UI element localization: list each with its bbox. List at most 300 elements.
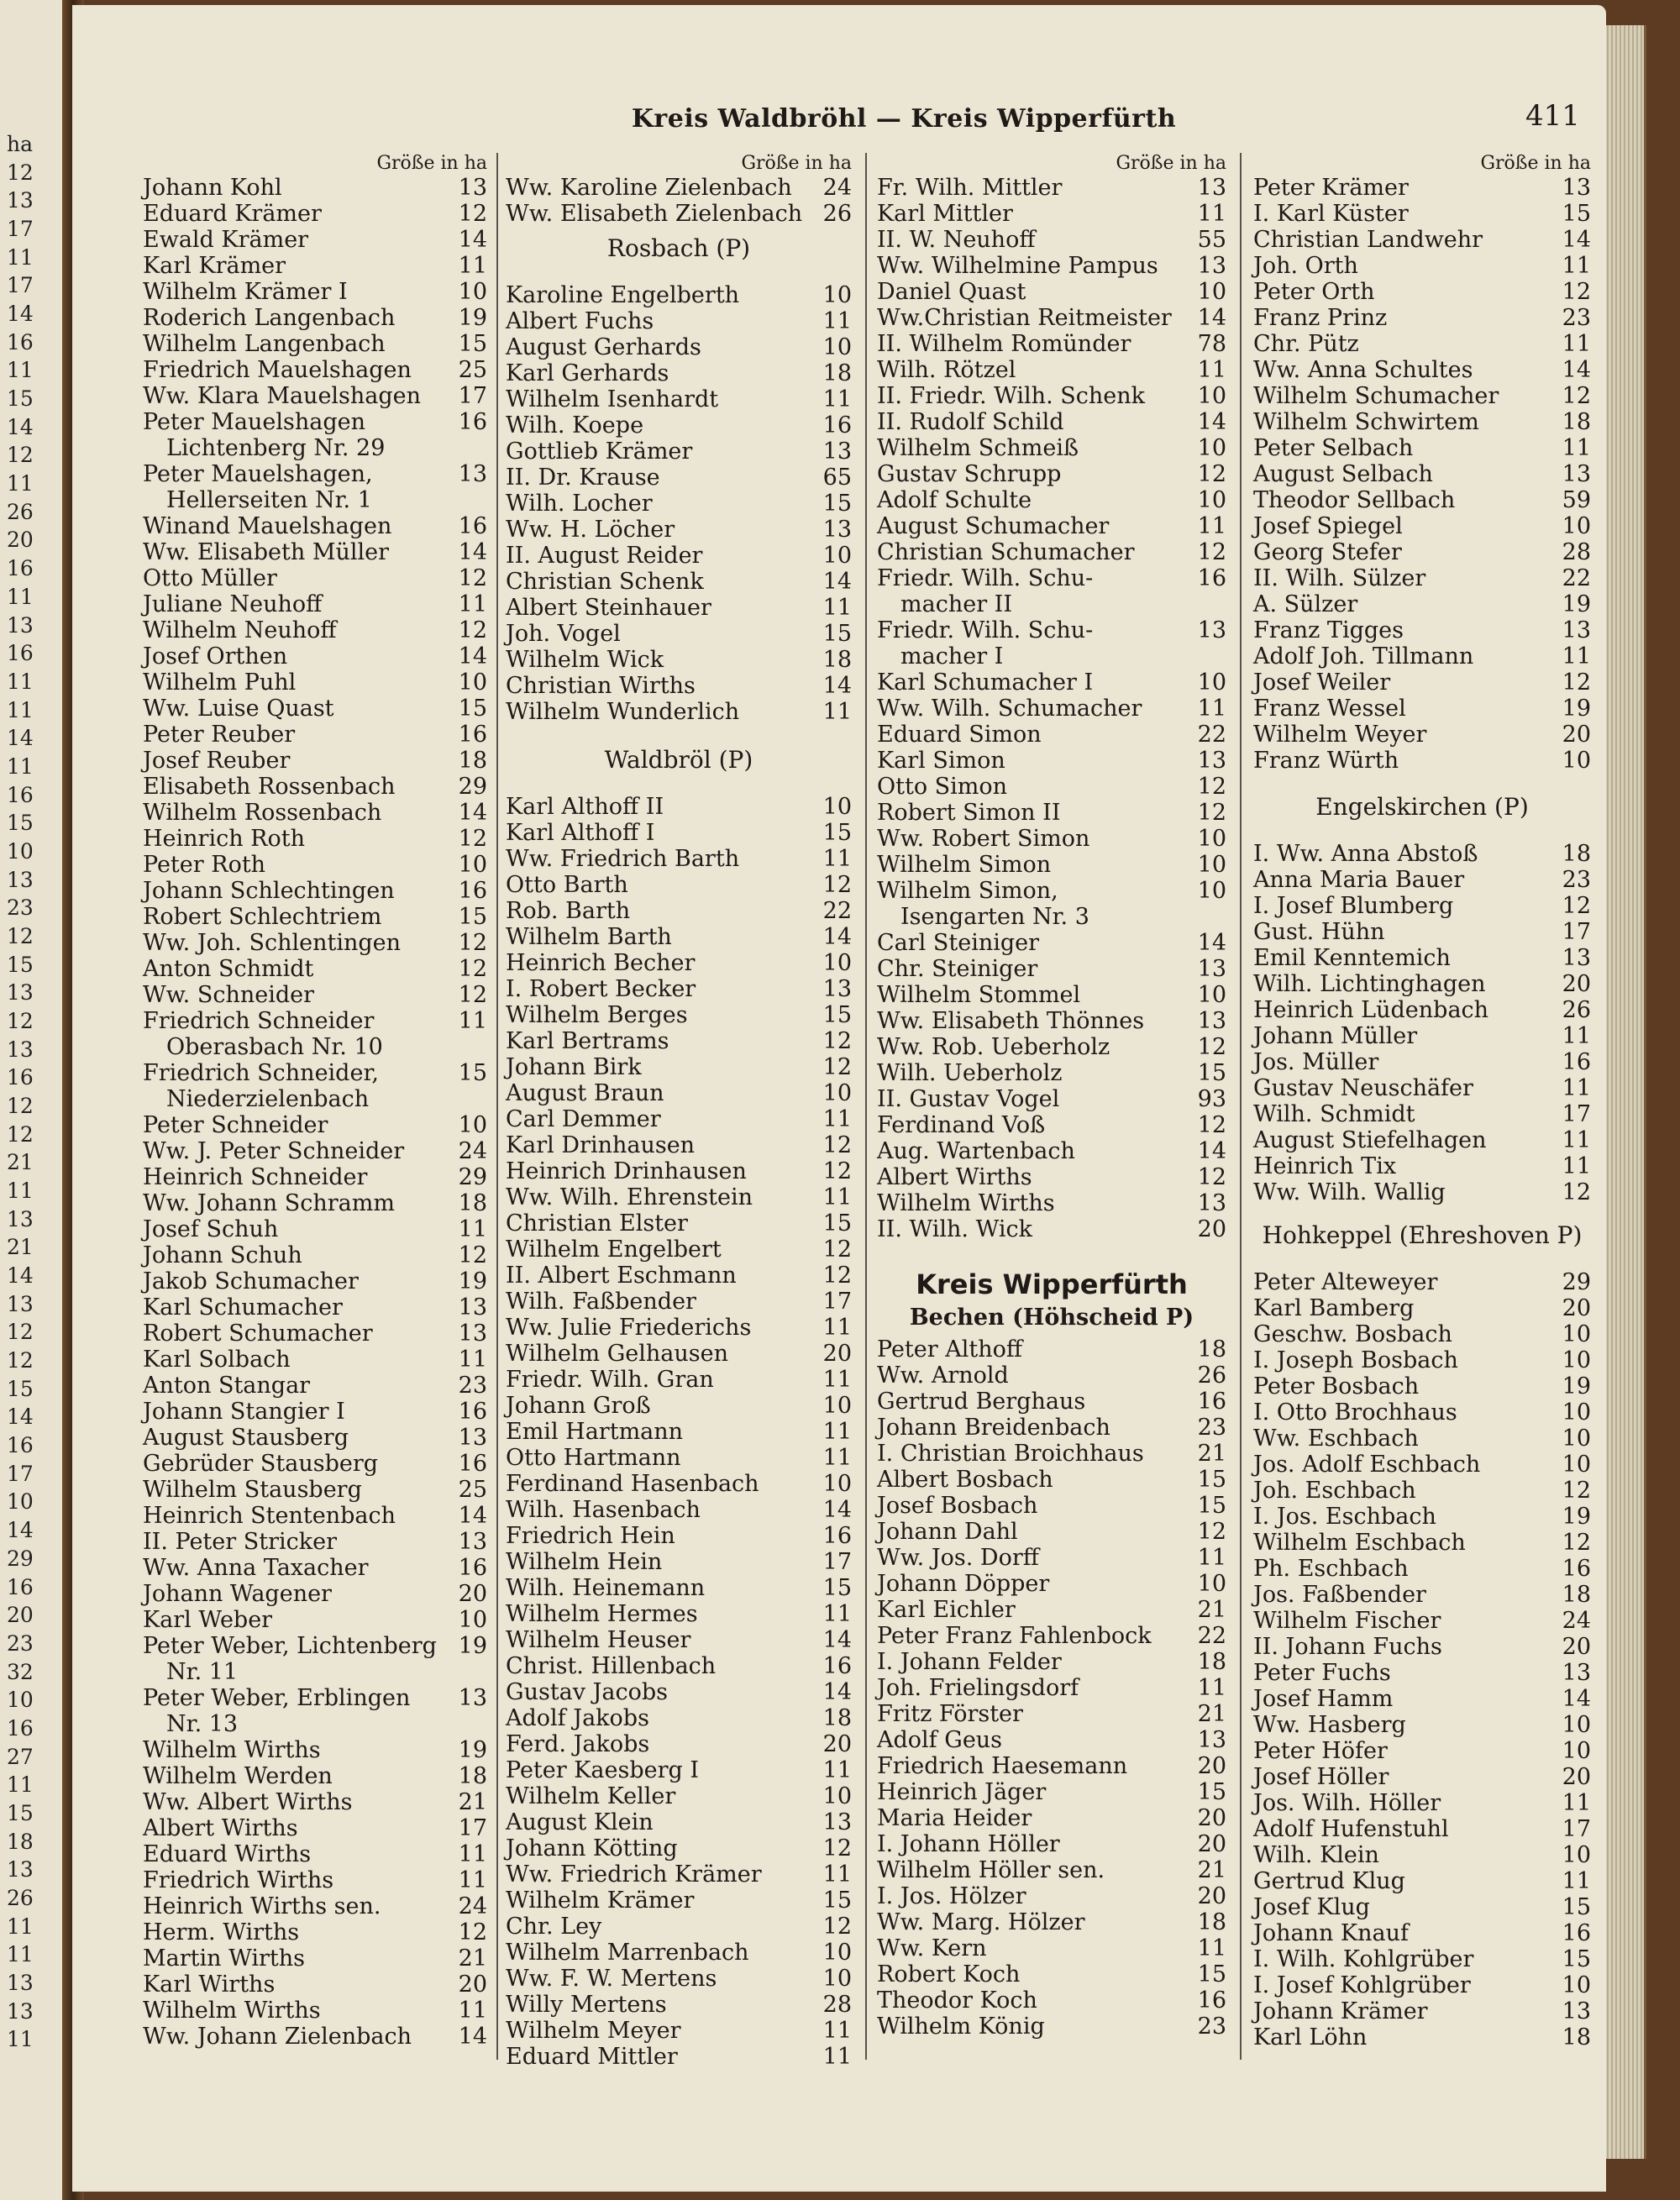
entry-value: 10 [1197, 826, 1226, 852]
entry-name: Adolf Schulte [877, 487, 1032, 513]
list-item [506, 1914, 852, 1940]
entry-value: 10 [822, 543, 852, 569]
entry-name: Wilhelm Puhl [143, 669, 297, 696]
list-item [143, 1503, 487, 1529]
list-item [1253, 409, 1591, 435]
entry-name: Wilhelm König [877, 2014, 1045, 2040]
list-item [1253, 1998, 1591, 2024]
entry-name: Ww. Arnold [877, 1363, 1009, 1389]
list-item [877, 487, 1226, 513]
entry-name: Christian Schumacher [877, 539, 1135, 565]
list-item [1253, 748, 1591, 774]
entry-name: Karl Mittler [877, 201, 1013, 227]
entry-name: Jos. Adolf Eschbach [1253, 1452, 1481, 1478]
list-item [1253, 867, 1591, 893]
previous-page-value: 26 [7, 499, 34, 524]
entry-value: 12 [822, 1054, 852, 1080]
entry-name: Jos. Wilh. Höller [1253, 1790, 1441, 1816]
previous-page-value: 13 [7, 1206, 34, 1231]
list-item [877, 1649, 1226, 1675]
entry-name: Karl Krämer [143, 253, 286, 279]
entry-value: 12 [1562, 893, 1591, 919]
list-item [143, 1477, 487, 1503]
previous-page-value: 17 [7, 273, 34, 298]
entry-value: 13 [1197, 1008, 1226, 1034]
list-item [877, 696, 1226, 722]
entry-name: Karoline Engelberth [506, 282, 740, 308]
entry-name: Carl Steiniger [877, 930, 1040, 956]
entry-value: 11 [1562, 1153, 1591, 1179]
entry-name: I. Wilh. Kohlgrüber [1253, 1946, 1474, 1972]
entry-name: Friedrich Hein [506, 1523, 675, 1549]
entry-list [506, 175, 852, 227]
previous-page-value: 14 [7, 302, 34, 327]
entry-value: 20 [458, 1581, 487, 1607]
entry-name: Georg Stefer [1253, 539, 1402, 565]
list-item [1253, 383, 1591, 409]
entry-value: 12 [1197, 1164, 1226, 1190]
entry-name: Karl Simon [877, 748, 1005, 774]
list-item [1253, 1608, 1591, 1634]
previous-page-value: 27 [7, 1744, 34, 1769]
entry-value: 20 [1562, 1634, 1591, 1660]
entry-name: Wilhelm Langenbach [143, 331, 386, 357]
entry-value: 11 [822, 2018, 852, 2044]
entry-name: Ewald Krämer [143, 227, 309, 253]
list-item [143, 1216, 487, 1242]
entry-value: 13 [822, 438, 852, 465]
list-item [877, 175, 1226, 201]
list-item [877, 1831, 1226, 1857]
list-item [877, 227, 1226, 253]
list-item [143, 1242, 487, 1268]
list-item [1253, 1399, 1591, 1426]
list-item [506, 386, 852, 412]
previous-page-value: 16 [7, 1574, 34, 1599]
entry-name: August Klein [506, 1809, 654, 1835]
entry-name: macher I [900, 643, 1004, 669]
previous-page-value: 16 [7, 641, 34, 666]
entry-value: 15 [1562, 1946, 1591, 1972]
entry-name: Wilhelm Heuser [506, 1627, 691, 1653]
list-item [506, 1575, 852, 1601]
entry-value: 16 [822, 412, 852, 438]
list-item [143, 305, 487, 331]
entry-name: Johann Dahl [877, 1519, 1018, 1545]
list-item [1253, 1764, 1591, 1790]
list-item [1253, 1790, 1591, 1816]
entry-name: Eduard Krämer [143, 201, 322, 227]
entry-name: Ww. Joh. Schlentingen [143, 930, 401, 956]
entry-value: 13 [1562, 175, 1591, 201]
entry-value: 26 [822, 201, 852, 227]
entry-name: Wilhelm Krämer I [143, 279, 348, 305]
entry-value: 11 [822, 1861, 852, 1888]
entry-value: 10 [822, 794, 852, 820]
entry-value: 18 [1197, 1909, 1226, 1935]
entry-value: 22 [822, 898, 852, 924]
entry-name: Josef Schuh [143, 1216, 279, 1242]
entry-value: 10 [1197, 669, 1226, 696]
entry-name: Heinrich Lüdenbach [1253, 997, 1489, 1023]
list-item [877, 878, 1226, 904]
entry-value: 29 [1562, 1269, 1591, 1295]
list-item [143, 643, 487, 669]
previous-page-value: 12 [7, 1121, 34, 1147]
previous-page-value: 11 [7, 669, 34, 694]
entry-name: Johann Kohl [143, 175, 282, 201]
entry-value: 11 [1197, 201, 1226, 227]
list-item [143, 1294, 487, 1321]
entry-name: Wilhelm Stommel [877, 982, 1081, 1008]
list-item [877, 1086, 1226, 1112]
entry-name: Chr. Pütz [1253, 331, 1359, 357]
entry-value: 17 [1562, 1101, 1591, 1127]
entry-value: 11 [1562, 1868, 1591, 1894]
list-item [1253, 1049, 1591, 1075]
list-item [877, 1909, 1226, 1935]
entry-value: 26 [1197, 1363, 1226, 1389]
entry-name: Rob. Barth [506, 898, 631, 924]
entry-name: II. Wilh. Sülzer [1253, 565, 1426, 591]
entry-value: 10 [822, 1783, 852, 1809]
list-item [143, 1711, 487, 1737]
list-item [1253, 722, 1591, 748]
entry-name: Wilhelm Schmeiß [877, 435, 1079, 461]
entry-value: 22 [1197, 1623, 1226, 1649]
entry-name: Ferdinand Hasenbach [506, 1471, 759, 1497]
entry-name: Anton Stangar [143, 1373, 311, 1399]
entry-value: 12 [458, 826, 487, 852]
previous-page-value: 15 [7, 952, 34, 977]
entry-value: 11 [458, 1216, 487, 1242]
list-item [1253, 1179, 1591, 1205]
list-item [143, 1373, 487, 1399]
previous-page-value: 11 [7, 358, 34, 383]
entry-name: Friedr. Wilh. Schu- [877, 565, 1094, 591]
entry-name: August Selbach [1253, 461, 1433, 487]
list-item [877, 1138, 1226, 1164]
entry-value: 15 [1197, 1060, 1226, 1086]
entry-name: Winand Mauelshagen [143, 513, 392, 539]
list-item [506, 1237, 852, 1263]
entry-value: 15 [1197, 1779, 1226, 1805]
list-item [506, 673, 852, 699]
previous-page-value: 15 [7, 811, 34, 836]
entry-name: Ww. Robert Simon [877, 826, 1090, 852]
section-heading-waldbroel: Waldbröl (P) [604, 746, 753, 774]
list-item [506, 1210, 852, 1237]
list-item [143, 878, 487, 904]
entry-name: Peter Bosbach [1253, 1373, 1420, 1399]
list-item [143, 1789, 487, 1815]
entry-name: Christian Landwehr [1253, 227, 1483, 253]
list-item [1253, 919, 1591, 945]
entry-value: 23 [458, 1373, 487, 1399]
list-item [877, 1779, 1226, 1805]
entry-name: Maria Heider [877, 1805, 1032, 1831]
list-item [143, 1659, 487, 1685]
entry-value: 12 [1197, 539, 1226, 565]
entry-name: Johann Döpper [877, 1571, 1050, 1597]
entry-value: 10 [1197, 487, 1226, 513]
entry-name: Peter Roth [143, 852, 266, 878]
entry-value: 11 [1562, 643, 1591, 669]
entry-name: Otto Hartmann [506, 1445, 681, 1471]
entry-value: 16 [458, 513, 487, 539]
list-item [143, 461, 487, 487]
list-item [1253, 2024, 1591, 2050]
entry-name: Ww. J. Peter Schneider [143, 1138, 405, 1164]
entry-name: Friedrich Schneider [143, 1008, 375, 1034]
entry-value: 16 [1197, 1987, 1226, 2014]
entry-name: Ww. Wilh. Ehrenstein [506, 1184, 753, 1210]
list-item [1253, 1972, 1591, 1998]
previous-page-value: 11 [7, 1914, 34, 1939]
entry-name: Peter Orth [1253, 279, 1375, 305]
entry-name: Oberasbach Nr. 10 [166, 1034, 383, 1060]
entry-value: 19 [1562, 1504, 1591, 1530]
entry-name: Eduard Mittler [506, 2044, 678, 2070]
entry-value: 13 [822, 976, 852, 1002]
entry-value: 12 [822, 1132, 852, 1158]
entry-name: Franz Würth [1253, 748, 1399, 774]
entry-name: Wilhelm Krämer [506, 1888, 695, 1914]
entry-value: 11 [1562, 331, 1591, 357]
entry-value: 10 [1197, 435, 1226, 461]
list-item [877, 1493, 1226, 1519]
entry-name: I. Christian Broichhaus [877, 1441, 1144, 1467]
entry-name: Gustav Neuschäfer [1253, 1075, 1473, 1101]
previous-page-value: 17 [7, 217, 34, 242]
entry-name: Ww. Elisabeth Zielenbach [506, 201, 803, 227]
entry-value: 12 [1562, 1530, 1591, 1556]
entry-value: 13 [1197, 748, 1226, 774]
list-item [1253, 565, 1591, 591]
entry-name: August Stiefelhagen [1253, 1127, 1487, 1153]
entry-name: Johann Knauf [1253, 1920, 1409, 1946]
list-item [143, 1945, 487, 1972]
entry-name: I. Josef Kohlgrüber [1253, 1972, 1471, 1998]
list-item [1253, 1946, 1591, 1972]
entry-value: 10 [1197, 383, 1226, 409]
list-item [143, 1685, 487, 1711]
entry-name: Ww. Rob. Ueberholz [877, 1034, 1110, 1060]
entry-name: Peter Weber, Lichtenberg [143, 1633, 437, 1659]
entry-value: 12 [1197, 1519, 1226, 1545]
entry-value: 15 [1197, 1467, 1226, 1493]
entry-value: 11 [822, 595, 852, 621]
list-item [877, 1571, 1226, 1597]
entry-name: Wilhelm Engelbert [506, 1237, 722, 1263]
entry-name: Wilhelm Simon [877, 852, 1052, 878]
list-item [877, 1112, 1226, 1138]
entry-value: 12 [1197, 774, 1226, 800]
list-item [506, 412, 852, 438]
list-item [143, 1347, 487, 1373]
entry-name: Albert Steinhauer [506, 595, 711, 621]
entry-name: Ww. Elisabeth Müller [143, 539, 390, 565]
column-rule [865, 153, 867, 2060]
list-item [506, 898, 852, 924]
list-item [877, 591, 1226, 617]
entry-name: Johann Schuh [143, 1242, 302, 1268]
list-item [143, 435, 487, 461]
entry-name: Franz Prinz [1253, 305, 1388, 331]
list-item [506, 1497, 852, 1523]
list-item [506, 1966, 852, 1992]
entry-name: Karl Löhn [1253, 2024, 1368, 2050]
entry-value: 10 [1197, 279, 1226, 305]
entry-value: 29 [458, 774, 487, 800]
entry-name: Heinrich Becher [506, 950, 696, 976]
entry-name: Karl Bamberg [1253, 1295, 1415, 1321]
entry-name: Wilhelm Hein [506, 1549, 663, 1575]
list-item [143, 1555, 487, 1581]
entry-name: Peter Mauelshagen [143, 409, 365, 435]
list-item [877, 539, 1226, 565]
list-item [506, 465, 852, 491]
entry-value: 15 [822, 820, 852, 846]
previous-page-value: 12 [7, 1348, 34, 1373]
entry-value: 14 [458, 800, 487, 826]
entry-value: 17 [458, 383, 487, 409]
list-item [1253, 971, 1591, 997]
entry-value: 11 [822, 1106, 852, 1132]
entry-value: 12 [1197, 1034, 1226, 1060]
list-item [506, 621, 852, 647]
entry-list [877, 175, 1226, 1242]
entry-value: 16 [1562, 1049, 1591, 1075]
entry-value: 10 [822, 1471, 852, 1497]
entry-name: Ferd. Jakobs [506, 1731, 650, 1757]
list-item [506, 1523, 852, 1549]
list-item [143, 487, 487, 513]
list-item [143, 722, 487, 748]
entry-value: 18 [1562, 409, 1591, 435]
entry-name: Joh. Frielingsdorf [877, 1675, 1079, 1701]
entry-name: Nr. 13 [166, 1711, 239, 1737]
list-item [143, 669, 487, 696]
entry-value: 10 [1562, 1842, 1591, 1868]
list-item [506, 1002, 852, 1028]
entry-name: Karl Eichler [877, 1597, 1016, 1623]
list-item [506, 1835, 852, 1861]
list-item [877, 1623, 1226, 1649]
list-item [143, 1998, 487, 2024]
entry-value: 25 [458, 1477, 487, 1503]
previous-page-value: 13 [7, 1291, 34, 1316]
entry-value: 11 [458, 1998, 487, 2024]
column-header: Größe in ha [376, 153, 487, 174]
list-item [143, 253, 487, 279]
entry-name: Wilhelm Wick [506, 647, 664, 673]
entry-value: 13 [458, 461, 487, 487]
list-item [506, 1393, 852, 1419]
entry-value: 11 [822, 386, 852, 412]
list-item [877, 1597, 1226, 1623]
entry-name: Ww. Anna Taxacher [143, 1555, 369, 1581]
list-item [143, 1581, 487, 1607]
entry-value: 18 [458, 748, 487, 774]
entry-value: 21 [1197, 1857, 1226, 1883]
entry-value: 17 [1562, 919, 1591, 945]
entry-value: 10 [1197, 1571, 1226, 1597]
entry-value: 10 [822, 1080, 852, 1106]
entry-value: 14 [1197, 930, 1226, 956]
entry-value: 12 [458, 565, 487, 591]
list-item [877, 435, 1226, 461]
entry-value: 10 [1197, 852, 1226, 878]
list-item [1253, 487, 1591, 513]
list-item [143, 930, 487, 956]
previous-page-value: 21 [7, 1235, 34, 1260]
entry-name: Ww. Elisabeth Thönnes [877, 1008, 1145, 1034]
list-item [1253, 1634, 1591, 1660]
list-item [143, 539, 487, 565]
previous-page-value: 14 [7, 414, 34, 439]
entry-value: 15 [822, 621, 852, 647]
entry-name: Gust. Hühn [1253, 919, 1385, 945]
entry-value: 14 [822, 569, 852, 595]
list-item [877, 409, 1226, 435]
entry-name: Wilhelm Schwirtem [1253, 409, 1479, 435]
list-item [1253, 1660, 1591, 1686]
entry-name: Lichtenberg Nr. 29 [166, 435, 386, 461]
list-item [143, 1138, 487, 1164]
entry-name: II. Friedr. Wilh. Schenk [877, 383, 1145, 409]
list-item [506, 308, 852, 334]
entry-value: 13 [458, 175, 487, 201]
entry-name: Herm. Wirths [143, 1919, 300, 1945]
list-item [506, 491, 852, 517]
entry-value: 12 [822, 1028, 852, 1054]
list-item [877, 1545, 1226, 1571]
entry-value: 24 [1562, 1608, 1591, 1634]
book-page [72, 5, 1606, 2192]
entry-name: Nr. 11 [166, 1659, 239, 1685]
previous-page-value: 13 [7, 867, 34, 892]
previous-page-value: 29 [7, 1546, 34, 1571]
list-item [877, 643, 1226, 669]
entry-name: Wilhelm Wunderlich [506, 699, 740, 725]
entry-name: Josef Reuber [143, 748, 291, 774]
section-heading-bechen: Bechen (Höhscheid P) [909, 1305, 1194, 1331]
entry-name: Gustav Schrupp [877, 461, 1062, 487]
entry-value: 11 [822, 308, 852, 334]
list-item [877, 826, 1226, 852]
entry-name: Josef Klug [1253, 1894, 1370, 1920]
list-item [1253, 1816, 1591, 1842]
entry-value: 11 [458, 591, 487, 617]
entry-value: 11 [1562, 1023, 1591, 1049]
entry-name: Ww. Wilhelmine Pampus [877, 253, 1158, 279]
previous-page-value: 10 [7, 838, 34, 864]
entry-value: 13 [1197, 617, 1226, 643]
entry-value: 15 [458, 696, 487, 722]
entry-name: Johann Kötting [506, 1835, 678, 1861]
list-item [506, 1419, 852, 1445]
list-item [506, 1367, 852, 1393]
entry-value: 13 [1562, 617, 1591, 643]
previous-page-value: 21 [7, 1150, 34, 1175]
list-item [143, 956, 487, 982]
entry-name: Peter Kaesberg I [506, 1757, 700, 1783]
list-item [143, 1086, 487, 1112]
entry-value: 59 [1562, 487, 1591, 513]
entry-value: 19 [1562, 1373, 1591, 1399]
entry-name: Joh. Orth [1253, 253, 1358, 279]
